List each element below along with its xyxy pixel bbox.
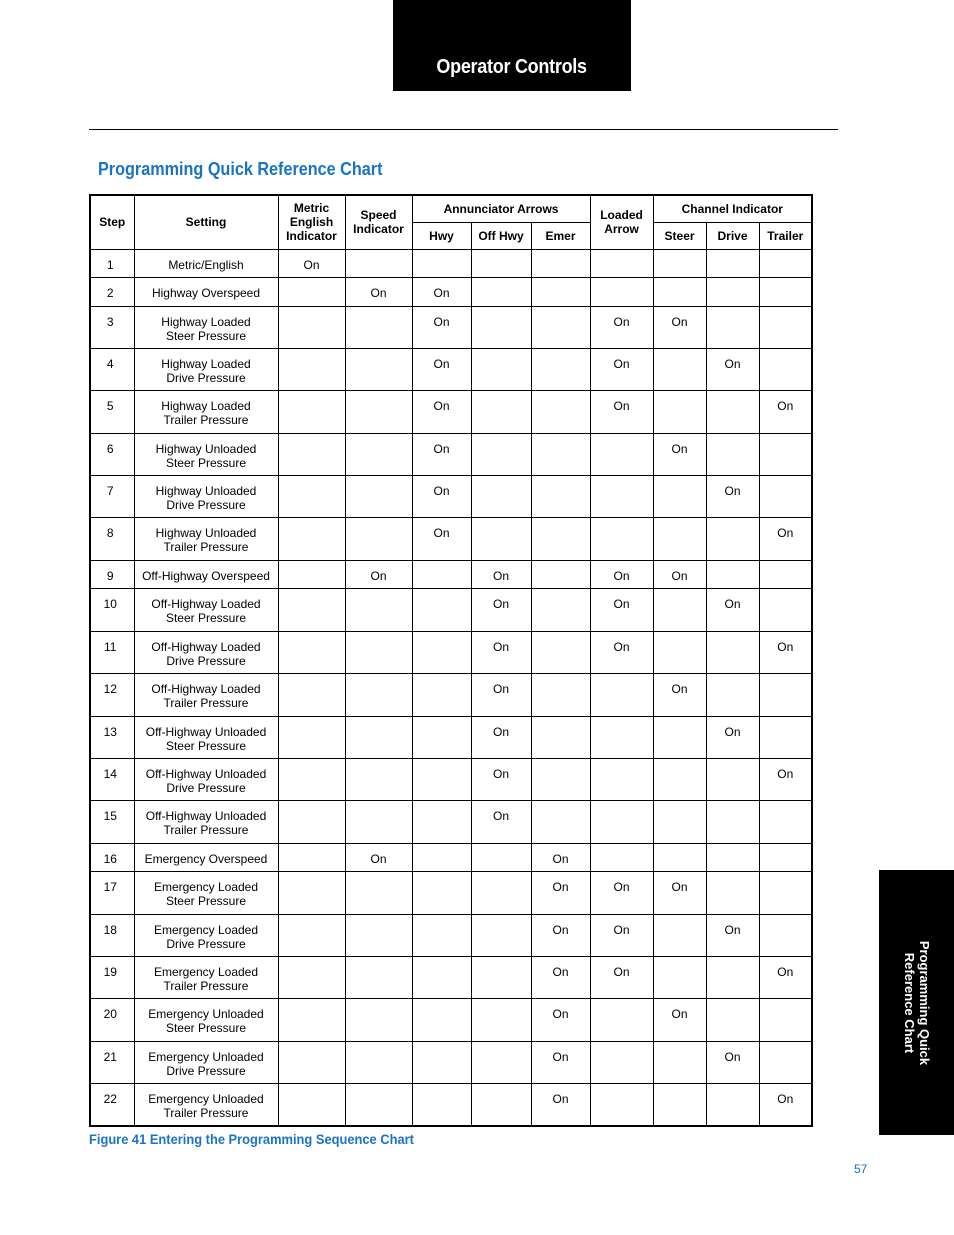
cell-speed bbox=[345, 801, 412, 843]
header-off-hwy: Off Hwy bbox=[471, 222, 531, 249]
cell-step: 6 bbox=[90, 433, 134, 475]
cell-step: 1 bbox=[90, 249, 134, 278]
cell-offhwy bbox=[471, 433, 531, 475]
cell-emer bbox=[531, 348, 590, 390]
table-row bbox=[90, 1084, 812, 1126]
cell-steer bbox=[653, 1041, 706, 1083]
cell-metric bbox=[278, 1084, 345, 1126]
table-row bbox=[90, 956, 812, 998]
cell-speed: On bbox=[345, 278, 412, 307]
cell-hwy: On bbox=[412, 391, 471, 433]
cell-hwy bbox=[412, 674, 471, 716]
cell-loaded: On bbox=[590, 631, 653, 673]
cell-trailer bbox=[759, 801, 812, 843]
cell-drive: On bbox=[706, 348, 759, 390]
cell-emer: On bbox=[531, 956, 590, 998]
table-row bbox=[90, 914, 812, 956]
table-row bbox=[90, 278, 812, 307]
cell-offhwy bbox=[471, 476, 531, 518]
table-row bbox=[90, 306, 812, 348]
cell-steer bbox=[653, 914, 706, 956]
cell-emer bbox=[531, 560, 590, 589]
cell-metric bbox=[278, 391, 345, 433]
header-steer: Steer bbox=[653, 222, 706, 249]
cell-step: 20 bbox=[90, 999, 134, 1041]
side-tab bbox=[879, 870, 954, 1135]
cell-steer bbox=[653, 476, 706, 518]
table-row bbox=[90, 716, 812, 758]
cell-step: 2 bbox=[90, 278, 134, 307]
cell-setting: Off-Highway Loaded Trailer Pressure bbox=[134, 674, 278, 716]
cell-metric bbox=[278, 631, 345, 673]
cell-metric bbox=[278, 758, 345, 800]
cell-hwy: On bbox=[412, 476, 471, 518]
cell-emer bbox=[531, 589, 590, 631]
header-loaded-arrow: Loaded Arrow bbox=[590, 195, 653, 249]
cell-hwy bbox=[412, 560, 471, 589]
cell-step: 13 bbox=[90, 716, 134, 758]
cell-drive bbox=[706, 249, 759, 278]
cell-drive bbox=[706, 560, 759, 589]
cell-trailer: On bbox=[759, 391, 812, 433]
cell-step: 4 bbox=[90, 348, 134, 390]
table-row bbox=[90, 560, 812, 589]
cell-speed bbox=[345, 716, 412, 758]
table-row bbox=[90, 476, 812, 518]
cell-steer: On bbox=[653, 433, 706, 475]
cell-setting: Off-Highway Loaded Steer Pressure bbox=[134, 589, 278, 631]
cell-metric bbox=[278, 518, 345, 560]
table-row bbox=[90, 801, 812, 843]
cell-metric bbox=[278, 1041, 345, 1083]
cell-steer bbox=[653, 843, 706, 872]
cell-trailer: On bbox=[759, 1084, 812, 1126]
cell-offhwy: On bbox=[471, 674, 531, 716]
cell-emer: On bbox=[531, 1041, 590, 1083]
cell-hwy bbox=[412, 999, 471, 1041]
cell-trailer bbox=[759, 306, 812, 348]
cell-steer: On bbox=[653, 999, 706, 1041]
cell-setting: Highway Unloaded Drive Pressure bbox=[134, 476, 278, 518]
cell-speed bbox=[345, 433, 412, 475]
cell-offhwy bbox=[471, 278, 531, 307]
cell-hwy bbox=[412, 249, 471, 278]
cell-drive bbox=[706, 278, 759, 307]
cell-drive bbox=[706, 518, 759, 560]
cell-speed bbox=[345, 956, 412, 998]
cell-speed bbox=[345, 674, 412, 716]
cell-drive bbox=[706, 433, 759, 475]
cell-step: 7 bbox=[90, 476, 134, 518]
cell-emer bbox=[531, 518, 590, 560]
cell-hwy: On bbox=[412, 348, 471, 390]
table-row bbox=[90, 249, 812, 278]
cell-emer bbox=[531, 433, 590, 475]
cell-emer: On bbox=[531, 843, 590, 872]
cell-setting: Highway Overspeed bbox=[134, 278, 278, 307]
cell-setting: Highway Loaded Steer Pressure bbox=[134, 306, 278, 348]
cell-setting: Emergency Unloaded Drive Pressure bbox=[134, 1041, 278, 1083]
cell-emer bbox=[531, 631, 590, 673]
cell-step: 17 bbox=[90, 872, 134, 914]
cell-speed: On bbox=[345, 843, 412, 872]
cell-emer: On bbox=[531, 872, 590, 914]
cell-emer bbox=[531, 476, 590, 518]
cell-offhwy bbox=[471, 999, 531, 1041]
cell-metric bbox=[278, 716, 345, 758]
cell-offhwy: On bbox=[471, 716, 531, 758]
cell-setting: Metric/English bbox=[134, 249, 278, 278]
cell-drive: On bbox=[706, 476, 759, 518]
cell-trailer bbox=[759, 674, 812, 716]
cell-metric: On bbox=[278, 249, 345, 278]
cell-loaded: On bbox=[590, 914, 653, 956]
cell-hwy bbox=[412, 1041, 471, 1083]
cell-speed bbox=[345, 589, 412, 631]
cell-trailer bbox=[759, 476, 812, 518]
cell-speed bbox=[345, 758, 412, 800]
header-channel-indicator: Channel Indicator bbox=[653, 195, 812, 222]
chart-body bbox=[90, 249, 812, 1126]
cell-loaded bbox=[590, 249, 653, 278]
cell-step: 8 bbox=[90, 518, 134, 560]
cell-hwy: On bbox=[412, 433, 471, 475]
cell-setting: Off-Highway Unloaded Steer Pressure bbox=[134, 716, 278, 758]
cell-step: 3 bbox=[90, 306, 134, 348]
header-emer: Emer bbox=[531, 222, 590, 249]
cell-drive bbox=[706, 801, 759, 843]
cell-offhwy: On bbox=[471, 560, 531, 589]
table-row bbox=[90, 843, 812, 872]
table-row bbox=[90, 391, 812, 433]
header-annunciator-arrows: Annunciator Arrows bbox=[412, 195, 590, 222]
cell-step: 12 bbox=[90, 674, 134, 716]
cell-metric bbox=[278, 589, 345, 631]
cell-trailer bbox=[759, 433, 812, 475]
cell-metric bbox=[278, 306, 345, 348]
cell-loaded bbox=[590, 518, 653, 560]
cell-metric bbox=[278, 956, 345, 998]
table-row bbox=[90, 1041, 812, 1083]
cell-setting: Emergency Unloaded Steer Pressure bbox=[134, 999, 278, 1041]
cell-loaded: On bbox=[590, 589, 653, 631]
cell-hwy bbox=[412, 631, 471, 673]
cell-emer bbox=[531, 758, 590, 800]
cell-loaded: On bbox=[590, 391, 653, 433]
section-title: Programming Quick Reference Chart bbox=[98, 159, 383, 179]
cell-hwy: On bbox=[412, 306, 471, 348]
cell-hwy bbox=[412, 758, 471, 800]
cell-hwy bbox=[412, 914, 471, 956]
cell-speed bbox=[345, 914, 412, 956]
cell-loaded bbox=[590, 1041, 653, 1083]
cell-drive: On bbox=[706, 914, 759, 956]
cell-setting: Emergency Unloaded Trailer Pressure bbox=[134, 1084, 278, 1126]
cell-offhwy bbox=[471, 843, 531, 872]
cell-hwy bbox=[412, 956, 471, 998]
cell-offhwy: On bbox=[471, 801, 531, 843]
cell-offhwy bbox=[471, 306, 531, 348]
cell-loaded bbox=[590, 716, 653, 758]
cell-trailer bbox=[759, 348, 812, 390]
cell-emer bbox=[531, 278, 590, 307]
cell-offhwy: On bbox=[471, 589, 531, 631]
cell-steer bbox=[653, 278, 706, 307]
cell-speed bbox=[345, 306, 412, 348]
header-rule bbox=[89, 129, 838, 130]
cell-metric bbox=[278, 999, 345, 1041]
cell-drive bbox=[706, 758, 759, 800]
cell-trailer bbox=[759, 278, 812, 307]
table-row bbox=[90, 758, 812, 800]
cell-step: 18 bbox=[90, 914, 134, 956]
cell-drive bbox=[706, 306, 759, 348]
table-row bbox=[90, 631, 812, 673]
cell-setting: Highway Loaded Drive Pressure bbox=[134, 348, 278, 390]
cell-speed bbox=[345, 518, 412, 560]
cell-speed bbox=[345, 391, 412, 433]
cell-step: 22 bbox=[90, 1084, 134, 1126]
cell-drive bbox=[706, 391, 759, 433]
figure-caption: Figure 41 Entering the Programming Sequence Chart bbox=[89, 1131, 414, 1147]
cell-steer bbox=[653, 716, 706, 758]
cell-emer: On bbox=[531, 914, 590, 956]
cell-offhwy bbox=[471, 348, 531, 390]
cell-emer bbox=[531, 391, 590, 433]
page-number: 57 bbox=[854, 1162, 868, 1176]
cell-steer bbox=[653, 631, 706, 673]
cell-emer: On bbox=[531, 1084, 590, 1126]
cell-offhwy bbox=[471, 1084, 531, 1126]
cell-step: 10 bbox=[90, 589, 134, 631]
table-row bbox=[90, 589, 812, 631]
cell-steer bbox=[653, 1084, 706, 1126]
cell-loaded bbox=[590, 476, 653, 518]
cell-hwy bbox=[412, 872, 471, 914]
cell-speed bbox=[345, 872, 412, 914]
table-row bbox=[90, 348, 812, 390]
cell-trailer bbox=[759, 872, 812, 914]
cell-drive bbox=[706, 999, 759, 1041]
cell-trailer bbox=[759, 589, 812, 631]
cell-trailer: On bbox=[759, 956, 812, 998]
cell-trailer bbox=[759, 914, 812, 956]
cell-speed bbox=[345, 1041, 412, 1083]
cell-loaded bbox=[590, 758, 653, 800]
cell-loaded bbox=[590, 801, 653, 843]
cell-drive bbox=[706, 1084, 759, 1126]
cell-offhwy bbox=[471, 249, 531, 278]
cell-hwy bbox=[412, 801, 471, 843]
cell-step: 16 bbox=[90, 843, 134, 872]
header-tab bbox=[393, 0, 631, 91]
cell-steer: On bbox=[653, 560, 706, 589]
cell-hwy: On bbox=[412, 278, 471, 307]
cell-offhwy bbox=[471, 1041, 531, 1083]
table-row bbox=[90, 674, 812, 716]
side-tab-label: Programming Quick Reference Chart bbox=[901, 940, 932, 1065]
cell-speed bbox=[345, 476, 412, 518]
cell-setting: Emergency Loaded Drive Pressure bbox=[134, 914, 278, 956]
cell-trailer bbox=[759, 716, 812, 758]
cell-metric bbox=[278, 872, 345, 914]
cell-loaded bbox=[590, 278, 653, 307]
cell-hwy bbox=[412, 843, 471, 872]
cell-trailer: On bbox=[759, 758, 812, 800]
cell-steer: On bbox=[653, 674, 706, 716]
cell-hwy: On bbox=[412, 518, 471, 560]
cell-trailer: On bbox=[759, 518, 812, 560]
cell-drive: On bbox=[706, 589, 759, 631]
cell-steer: On bbox=[653, 306, 706, 348]
cell-drive: On bbox=[706, 1041, 759, 1083]
cell-speed bbox=[345, 999, 412, 1041]
cell-emer bbox=[531, 674, 590, 716]
cell-step: 9 bbox=[90, 560, 134, 589]
cell-steer bbox=[653, 589, 706, 631]
cell-emer bbox=[531, 716, 590, 758]
cell-emer bbox=[531, 801, 590, 843]
cell-metric bbox=[278, 843, 345, 872]
cell-offhwy bbox=[471, 914, 531, 956]
cell-steer bbox=[653, 348, 706, 390]
header-title: Operator Controls bbox=[436, 56, 588, 78]
cell-emer bbox=[531, 306, 590, 348]
cell-speed: On bbox=[345, 560, 412, 589]
cell-setting: Emergency Loaded Steer Pressure bbox=[134, 872, 278, 914]
cell-loaded: On bbox=[590, 560, 653, 589]
header-drive: Drive bbox=[706, 222, 759, 249]
cell-drive bbox=[706, 956, 759, 998]
cell-emer bbox=[531, 249, 590, 278]
cell-loaded bbox=[590, 674, 653, 716]
cell-loaded: On bbox=[590, 956, 653, 998]
cell-step: 11 bbox=[90, 631, 134, 673]
cell-offhwy bbox=[471, 518, 531, 560]
header-hwy: Hwy bbox=[412, 222, 471, 249]
cell-trailer bbox=[759, 1041, 812, 1083]
cell-drive bbox=[706, 843, 759, 872]
cell-drive bbox=[706, 674, 759, 716]
header-trailer: Trailer bbox=[759, 222, 812, 249]
cell-offhwy: On bbox=[471, 758, 531, 800]
cell-trailer bbox=[759, 560, 812, 589]
cell-trailer bbox=[759, 999, 812, 1041]
cell-hwy bbox=[412, 589, 471, 631]
cell-setting: Highway Loaded Trailer Pressure bbox=[134, 391, 278, 433]
cell-setting: Highway Unloaded Trailer Pressure bbox=[134, 518, 278, 560]
cell-step: 21 bbox=[90, 1041, 134, 1083]
cell-steer bbox=[653, 391, 706, 433]
cell-setting: Highway Unloaded Steer Pressure bbox=[134, 433, 278, 475]
table-row bbox=[90, 872, 812, 914]
cell-setting: Off-Highway Overspeed bbox=[134, 560, 278, 589]
cell-metric bbox=[278, 476, 345, 518]
cell-speed bbox=[345, 1084, 412, 1126]
cell-offhwy bbox=[471, 391, 531, 433]
cell-emer: On bbox=[531, 999, 590, 1041]
cell-setting: Off-Highway Unloaded Drive Pressure bbox=[134, 758, 278, 800]
cell-steer bbox=[653, 956, 706, 998]
cell-steer bbox=[653, 801, 706, 843]
cell-metric bbox=[278, 801, 345, 843]
cell-loaded bbox=[590, 843, 653, 872]
cell-trailer bbox=[759, 843, 812, 872]
cell-speed bbox=[345, 249, 412, 278]
table-row bbox=[90, 518, 812, 560]
cell-drive bbox=[706, 631, 759, 673]
cell-speed bbox=[345, 348, 412, 390]
cell-loaded bbox=[590, 433, 653, 475]
table-row bbox=[90, 433, 812, 475]
cell-setting: Emergency Loaded Trailer Pressure bbox=[134, 956, 278, 998]
cell-steer bbox=[653, 518, 706, 560]
cell-step: 14 bbox=[90, 758, 134, 800]
cell-hwy bbox=[412, 716, 471, 758]
cell-hwy bbox=[412, 1084, 471, 1126]
cell-metric bbox=[278, 278, 345, 307]
cell-metric bbox=[278, 560, 345, 589]
cell-step: 5 bbox=[90, 391, 134, 433]
cell-drive: On bbox=[706, 716, 759, 758]
cell-steer bbox=[653, 758, 706, 800]
header-speed-indicator: Speed Indicator bbox=[345, 195, 412, 249]
cell-offhwy bbox=[471, 872, 531, 914]
cell-setting: Emergency Overspeed bbox=[134, 843, 278, 872]
cell-setting: Off-Highway Loaded Drive Pressure bbox=[134, 631, 278, 673]
cell-metric bbox=[278, 348, 345, 390]
cell-steer: On bbox=[653, 872, 706, 914]
cell-step: 19 bbox=[90, 956, 134, 998]
cell-loaded: On bbox=[590, 872, 653, 914]
cell-trailer: On bbox=[759, 631, 812, 673]
reference-chart-table bbox=[89, 194, 813, 1127]
cell-trailer bbox=[759, 249, 812, 278]
cell-loaded: On bbox=[590, 348, 653, 390]
header-step: Step bbox=[90, 195, 134, 249]
header-setting: Setting bbox=[134, 195, 278, 249]
table-row bbox=[90, 999, 812, 1041]
cell-loaded: On bbox=[590, 306, 653, 348]
cell-loaded bbox=[590, 999, 653, 1041]
cell-offhwy bbox=[471, 956, 531, 998]
cell-metric bbox=[278, 674, 345, 716]
cell-offhwy: On bbox=[471, 631, 531, 673]
cell-steer bbox=[653, 249, 706, 278]
cell-metric bbox=[278, 433, 345, 475]
cell-metric bbox=[278, 914, 345, 956]
cell-loaded bbox=[590, 1084, 653, 1126]
cell-setting: Off-Highway Unloaded Trailer Pressure bbox=[134, 801, 278, 843]
cell-step: 15 bbox=[90, 801, 134, 843]
header-metric-english-indicator: Metric English Indicator bbox=[278, 195, 345, 249]
cell-drive bbox=[706, 872, 759, 914]
cell-speed bbox=[345, 631, 412, 673]
